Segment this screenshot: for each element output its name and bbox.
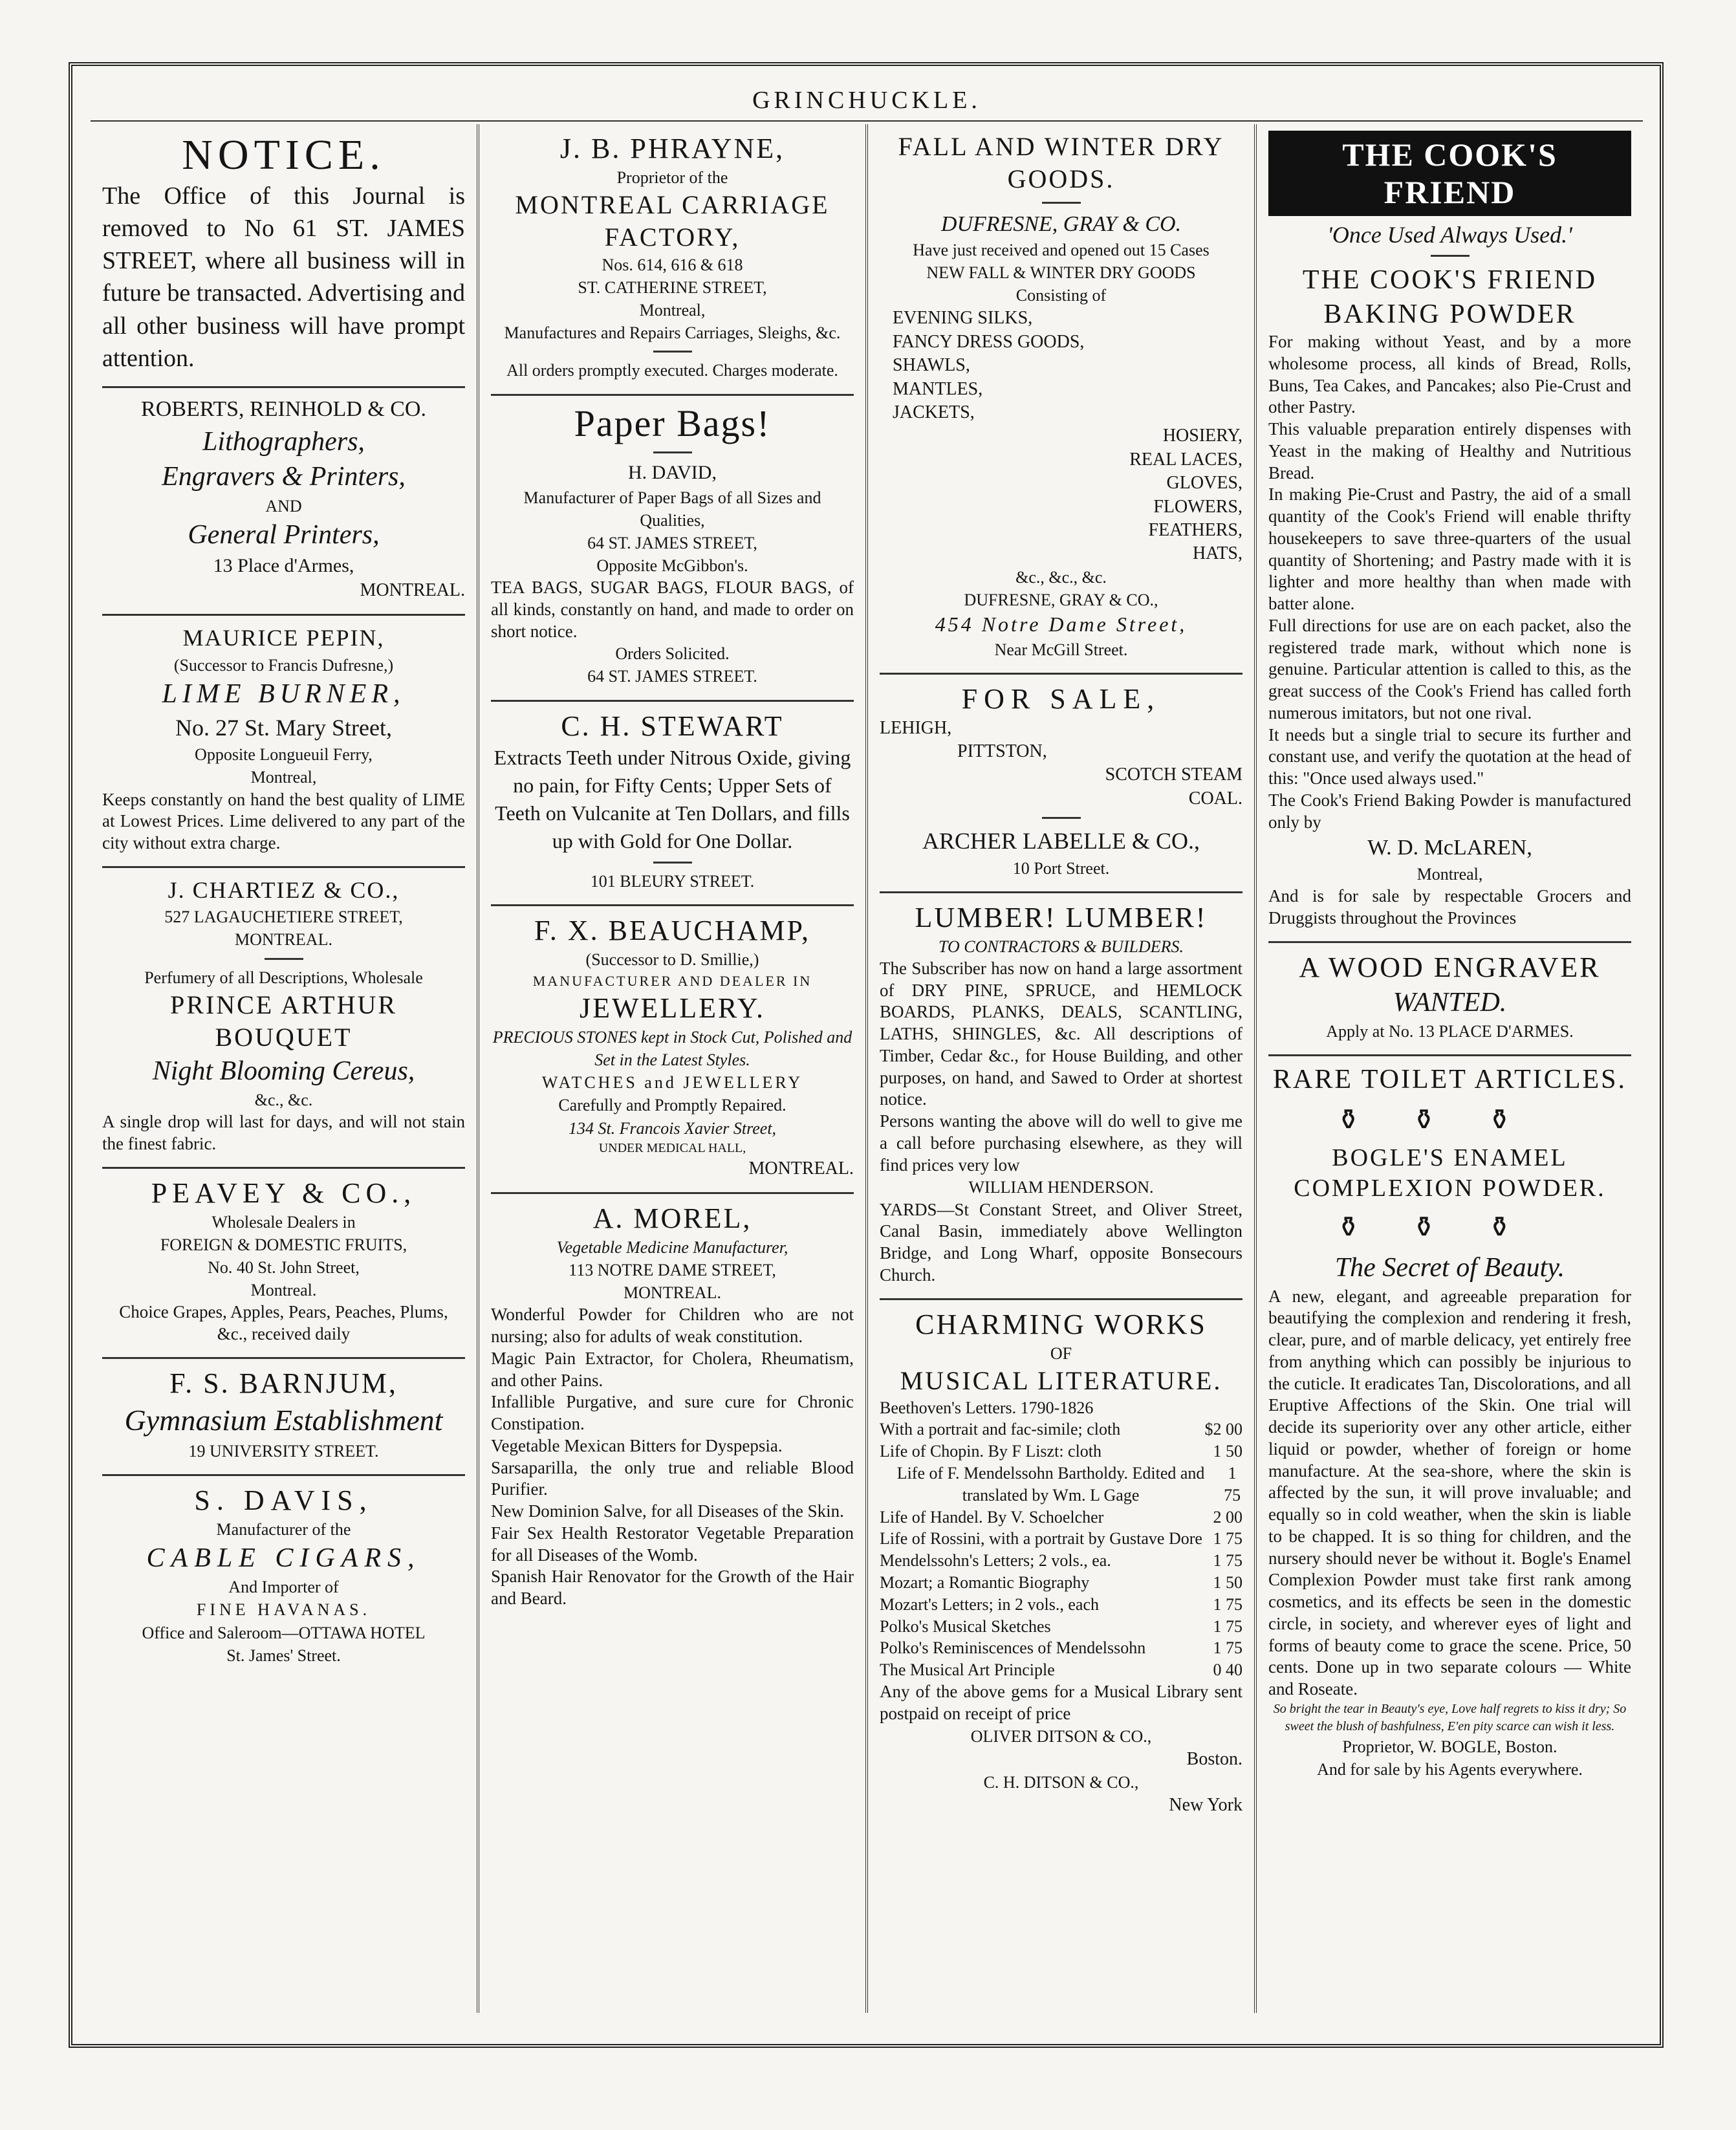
barnjum-name: F. S. BARNJUM, (169, 1367, 398, 1399)
dufresne-line1: Have just received and opened out 15 Cases (913, 241, 1210, 260)
peavey-ad (102, 1169, 465, 1359)
beauchamp-line3: PRECIOUS STONES kept in Stock Cut, Polished and Set in the Latest Styles. (492, 1028, 852, 1070)
column-1 (91, 124, 479, 2013)
phrayne-line1: Proprietor of the (616, 168, 728, 187)
music-name: OLIVER DITSON & CO., (970, 1726, 1152, 1746)
list-item-price: 1 75 (1213, 1551, 1242, 1570)
cooks-brand-logo: THE COOK'S FRIEND (1268, 131, 1631, 216)
phrayne-name: J. B. PHRAYNE, (559, 133, 785, 164)
chartiez-name: J. CHARTIEZ & CO., (168, 876, 400, 903)
bogle-prop: Proprietor, W. BOGLE, Boston. (1342, 1737, 1557, 1756)
morel-city: MONTREAL. (624, 1283, 721, 1303)
music-city: Boston. (1186, 1748, 1242, 1769)
list-item-price: 1 75 (1224, 1464, 1241, 1505)
chartiez-product2: Night Blooming Cereus, (152, 1056, 415, 1086)
roberts-city: MONTREAL. (360, 580, 465, 601)
perfume-bottle-icon: ⚱⚱⚱ (1336, 1103, 1563, 1136)
list-item (880, 1550, 1242, 1572)
list-item: JACKETS, (893, 402, 975, 423)
stewart-body: Extracts Teeth under Nitrous Oxide, giving no pain, for Fifty Cents; Upper Sets of Teeth on Vulcanite at Ten Dollars, and fills up with Gold for One Dollar. (494, 745, 851, 853)
list-item (880, 1616, 1242, 1638)
divider (1042, 817, 1081, 819)
engraver-title2: WANTED. (1393, 987, 1507, 1017)
davis-line3: And Importer of (228, 1578, 339, 1597)
list-item-price: 1 75 (1213, 1616, 1242, 1636)
list-item (880, 1462, 1242, 1506)
stewart-ad (491, 702, 854, 907)
morel-item: Wonderful Powder for Children who are not nursing; also for adults of weak constitution. (491, 1305, 854, 1347)
cooks-city: Montreal, (1416, 865, 1483, 884)
music-body: Any of the above gems for a Musical Library sent postpaid on receipt of price (880, 1682, 1242, 1723)
list-item-title: Polko's Reminiscences of Mendelssohn (880, 1638, 1146, 1658)
bogle-ad (1268, 1056, 1631, 1792)
morel-item: Sarsaparilla, the only true and reliable Blood Purifier. (491, 1457, 854, 1499)
stewart-street: 101 BLEURY STREET. (590, 872, 755, 891)
ad-columns (91, 124, 1643, 2013)
list-item-title: Life of F. Mendelssohn Bartholdy. Edited and translated by Wm. L Gage (896, 1464, 1205, 1505)
bogle-verse: So bright the tear in Beauty's eye, Love half regrets to kiss it dry; So sweet the blush of bashfulness, E'en pity scarce can wish it less. (1273, 1701, 1627, 1733)
divider (653, 451, 692, 453)
morel-ad (491, 1194, 854, 1622)
pepin-trade: LIME BURNER, (162, 679, 406, 710)
cooks-p5: It needs but a single trial to secure its further and constant use, and verify the quotation at the head of this: "Once used always used." (1268, 724, 1631, 788)
stewart-name: C. H. STEWART (561, 710, 784, 742)
list-item-price: 0 40 (1213, 1660, 1242, 1680)
cooks-p3: In making Pie-Crust and Pastry, the aid of a small quantity of the Cook's Friend will enable thrifty housekeepers to save three-quarters of the usual quantity of Shortening; and Pastry made with it is lighter and more healthy than when made with batter alone. (1268, 484, 1631, 613)
list-item-price: $2 00 (1204, 1420, 1242, 1439)
list-item (880, 1594, 1242, 1616)
list-item: FANCY DRESS GOODS, (893, 331, 1085, 352)
davis-name: S. DAVIS, (194, 1484, 373, 1516)
music-city2: New York (1169, 1795, 1242, 1816)
forsale-ad (880, 675, 1242, 893)
music-list (880, 1397, 1242, 1681)
forsale-l4: COAL. (1188, 788, 1242, 809)
list-item-price: 2 00 (1213, 1507, 1242, 1527)
pepin-body: Keeps constantly on hand the best quality of LIME at Lowest Prices. Lime delivered to any part of the city without extra charge. (102, 789, 465, 853)
davis-line6: St. James' Street. (226, 1646, 341, 1665)
chartiez-product: PRINCE ARTHUR BOUQUET (169, 990, 398, 1052)
lumber-yards: YARDS—St Constant Street, and Oliver Street, Canal Basin, immediately above Wellington Bridge, and Long Wharf, opposite Bonsecours Church. (880, 1199, 1242, 1285)
barnjum-ad (102, 1359, 465, 1476)
cooks-motto: 'Once Used Always Used.' (1327, 222, 1572, 248)
forsale-title: FOR SALE, (961, 682, 1161, 715)
list-item (880, 1418, 1242, 1440)
divider (1431, 255, 1470, 257)
column-2 (479, 124, 868, 2013)
david-orders: Orders Solicited. (615, 644, 730, 664)
dufresne-name2: DUFRESNE, GRAY & CO., (964, 590, 1158, 609)
chartiez-street: 527 LAGAUCHETIERE STREET, (164, 907, 403, 927)
roberts-ad (102, 388, 465, 616)
david-title: Paper Bags! (574, 402, 771, 444)
list-item (880, 1528, 1242, 1550)
beauchamp-line5: Carefully and Promptly Repaired. (558, 1096, 787, 1115)
list-item (880, 1572, 1242, 1594)
dufresne-street: 454 Notre Dame Street, (935, 612, 1188, 636)
forsale-l1: LEHIGH, (880, 717, 952, 738)
david-body: Manufacturer of Paper Bags of all Sizes and Qualities, (523, 488, 821, 530)
list-item-price: 1 75 (1213, 1638, 1242, 1658)
forsale-name: ARCHER LABELLE & CO., (922, 828, 1200, 854)
pepin-ad (102, 616, 465, 867)
peavey-city: Montreal. (250, 1281, 317, 1300)
davis-line4: FINE HAVANAS. (196, 1600, 371, 1620)
phrayne-ad (491, 124, 854, 396)
roberts-line3: General Printers, (188, 520, 380, 550)
david-ad (491, 396, 854, 702)
david-street2: 64 ST. JAMES STREET. (587, 667, 757, 686)
morel-line1: Vegetable Medicine Manufacturer, (556, 1238, 788, 1257)
list-item (880, 1397, 1242, 1419)
dufresne-ad (880, 124, 1242, 675)
list-item-title: Life of Rossini, with a portrait by Gustave Dore (880, 1529, 1202, 1549)
list-item-title: Beethoven's Letters. 1790-1826 (880, 1398, 1094, 1417)
cooks-ad (1268, 124, 1631, 943)
list-item (880, 1637, 1242, 1659)
engraver-title: A WOOD ENGRAVER (1299, 951, 1601, 983)
bogle-body: A new, elegant, and agreeable preparation for beautifying the complexion and rendering it fresh, clear, pure, and of marble delicacy, yet entirely free from anything which can possibly be injurious to the cuticle. It eradicates Tan, Discolorations, and all Eruptive Affections of the Skin. One trial will decide its superiority over any other article, either liquid or powder, whether of foreign or home manufacture. At the sea-shore, where the skin is affected by the sun, it will prove invaluable; and equally so in cold weather, when the skin is liable to be chapped. It is so thing for children, and the nursery should never be without it. Bogle's Enamel Complexion Powder must take first rank among cosmetics, and its effects be seen in the domestic circle, in society, and wherever eyes of light and forms of beauty come to grace the scene. Price, 50 cents. Done up in two separate colours — White and Roseate. (1268, 1286, 1631, 1699)
cooks-p6: The Cook's Friend Baking Powder is manufactured only by (1268, 790, 1631, 832)
notice-ad (102, 124, 465, 388)
notice-body: The Office of this Journal is removed to No 61 ST. JAMES STREET, where all business will in future be transacted. Advertising and all other business will have prompt attention. (102, 182, 465, 372)
divider (265, 958, 303, 960)
peavey-street: No. 40 St. John Street, (208, 1258, 360, 1277)
beauchamp-city: MONTREAL. (748, 1158, 854, 1179)
dufresne-etc: &c., &c., &c. (1015, 567, 1107, 587)
music-name2: C. H. DITSON & CO., (983, 1773, 1139, 1792)
beauchamp-ad (491, 906, 854, 1194)
phrayne-line2: MONTREAL CARRIAGE FACTORY, (515, 190, 830, 252)
engraver-ad (1268, 943, 1631, 1057)
list-item-title: The Musical Art Principle (880, 1660, 1055, 1680)
list-item-title: Polko's Musical Sketches (880, 1616, 1051, 1636)
pepin-successor: (Successor to Francis Dufresne,) (173, 656, 394, 675)
list-item (880, 1440, 1242, 1462)
bogle-name: BOGLE'S ENAMEL COMPLEXION POWDER. (1294, 1144, 1606, 1202)
list-item (880, 1506, 1242, 1528)
cooks-p4: Full directions for use are on each packet, also the registered trade mark, without which none is genuine. Particular attention is called to this, as the great success of the Cook's Friend has called forth numerous imitators, but not one rival. (1268, 615, 1631, 723)
dufresne-name: DUFRESNE, GRAY & CO. (940, 212, 1182, 236)
bogle-title: RARE TOILET ARTICLES. (1272, 1065, 1627, 1095)
peavey-line1: Wholesale Dealers in (212, 1212, 356, 1232)
music-of: OF (1050, 1343, 1072, 1363)
phrayne-note: All orders promptly executed. Charges moderate. (506, 361, 838, 380)
column-4 (1257, 124, 1643, 2013)
peavey-body: Choice Grapes, Apples, Pears, Peaches, Plums, &c., received daily (119, 1302, 448, 1343)
chartiez-city: MONTREAL. (235, 930, 332, 950)
cooks-name: W. D. McLAREN, (1367, 836, 1532, 860)
cooks-p1: For making without Yeast, and by a more wholesome process, all kinds of Bread, Rolls, Buns, Tea Cakes, and Pancakes; also Pie-Crust and other Pastry. (1268, 332, 1631, 417)
lumber-title: LUMBER! LUMBER! (915, 901, 1208, 933)
morel-item: Infallible Purgative, and sure cure for Chronic Constipation. (491, 1392, 854, 1434)
list-item: HATS, (1192, 543, 1242, 564)
notice-title: NOTICE. (182, 131, 385, 179)
list-item: MANTLES, (893, 378, 983, 399)
peavey-line2: FOREIGN & DOMESTIC FRUITS, (160, 1235, 407, 1254)
dufresne-list1 (880, 307, 1242, 424)
beauchamp-line1: MANUFACTURER AND DEALER IN (532, 972, 812, 989)
list-item-price: 1 75 (1213, 1594, 1242, 1614)
beauchamp-line6: 134 St. Francois Xavier Street, (568, 1118, 777, 1138)
davis-line5: Office and Saleroom—OTTAWA HOTEL (142, 1623, 426, 1642)
forsale-l3: SCOTCH STEAM (1105, 765, 1242, 785)
morel-item: Magic Pain Extractor, for Cholera, Rheumatism, and other Pains. (491, 1348, 854, 1390)
davis-line2: CABLE CIGARS, (146, 1543, 421, 1573)
david-name: H. DAVID, (628, 462, 717, 484)
bogle-motto: The Secret of Beauty. (1334, 1252, 1565, 1283)
list-item: GLOVES, (1166, 473, 1242, 494)
beauchamp-name: F. X. BEAUCHAMP, (534, 915, 811, 947)
column-3 (868, 124, 1257, 2013)
bogle-agents: And for sale by his Agents everywhere. (1317, 1759, 1583, 1779)
divider (653, 351, 692, 353)
davis-ad (102, 1476, 465, 1679)
morel-street: 113 NOTRE DAME STREET, (569, 1261, 776, 1280)
cooks-p7: And is for sale by respectable Grocers and Druggists throughout the Provinces (1268, 886, 1631, 928)
roberts-name: ROBERTS, REINHOLD & CO. (141, 397, 426, 421)
morel-name: A. MOREL, (592, 1202, 752, 1235)
chartiez-etc: &c., &c. (254, 1091, 313, 1110)
list-item: FLOWERS, (1153, 496, 1242, 517)
forsale-street: 10 Port Street. (1012, 858, 1110, 878)
beauchamp-successor: (Successor to D. Smillie,) (585, 950, 759, 970)
list-item-price: 1 50 (1213, 1442, 1242, 1461)
morel-item: Vegetable Mexican Bitters for Dyspepsia. (491, 1435, 783, 1455)
morel-item: New Dominion Salve, for all Diseases of the Skin. (491, 1501, 844, 1521)
lumber-name: WILLIAM HENDERSON. (968, 1178, 1154, 1197)
beauchamp-line4: WATCHES and JEWELLERY (541, 1073, 803, 1092)
list-item (880, 1659, 1242, 1681)
dufresne-near: Near McGill Street. (994, 640, 1128, 659)
page-header: GRINCHUCKLE. (91, 80, 1643, 122)
chartiez-ad (102, 868, 465, 1169)
pepin-street: No. 27 St. Mary Street, (175, 714, 392, 741)
dufresne-title: FALL AND WINTER DRY GOODS. (898, 132, 1224, 193)
roberts-address: 13 Place d'Armes, (213, 554, 354, 576)
david-street: 64 ST. JAMES STREET, (587, 533, 757, 552)
phrayne-nos: Nos. 614, 616 & 618 (602, 255, 743, 275)
david-opp: Opposite McGibbon's. (596, 556, 748, 576)
dufresne-line2: NEW FALL & WINTER DRY GOODS (926, 263, 1196, 283)
engraver-body: Apply at No. 13 PLACE D'ARMES. (1326, 1022, 1574, 1041)
beauchamp-line7: UNDER MEDICAL HALL, (598, 1140, 746, 1155)
forsale-l2: PITTSTON, (957, 741, 1047, 762)
chartiez-desc: Perfumery of all Descriptions, Wholesale (144, 968, 423, 987)
list-item-title: With a portrait and fac-simile; cloth (880, 1420, 1121, 1439)
list-item-title: Mendelssohn's Letters; 2 vols., ea. (880, 1551, 1111, 1570)
peavey-name: PEAVEY & CO., (151, 1177, 417, 1209)
list-item: REAL LACES, (1129, 449, 1242, 470)
barnjum-street: 19 UNIVERSITY STREET. (188, 1441, 379, 1461)
music-title: CHARMING WORKS (915, 1308, 1207, 1340)
list-item-price: 1 75 (1213, 1529, 1242, 1549)
list-item-title: Mozart; a Romantic Biography (880, 1573, 1090, 1592)
list-item: HOSIERY, (1162, 426, 1242, 446)
davis-line1: Manufacturer of the (216, 1519, 351, 1539)
list-item-title: Life of Chopin. By F Liszt: cloth (880, 1442, 1102, 1461)
phrayne-body: Manufactures and Repairs Carriages, Sleighs, &c. (504, 323, 841, 343)
beauchamp-line2: JEWELLERY. (579, 992, 766, 1025)
phrayne-street: ST. CATHERINE STREET, (578, 278, 767, 298)
barnjum-line1: Gymnasium Establishment (124, 1403, 443, 1437)
roberts-and: AND (265, 496, 302, 516)
pepin-city: Montreal, (250, 768, 317, 787)
list-item: FEATHERS, (1148, 519, 1242, 540)
list-item-price: 1 50 (1213, 1573, 1242, 1592)
music-ad (880, 1300, 1242, 1829)
cooks-title: THE COOK'S FRIEND BAKING POWDER (1302, 265, 1598, 329)
phrayne-city: Montreal, (639, 301, 706, 320)
morel-item: Spanish Hair Renovator for the Growth of the Hair and Beard. (491, 1567, 854, 1609)
lumber-sub: TO CONTRACTORS & BUILDERS. (939, 937, 1184, 956)
divider (653, 862, 692, 864)
list-item-title: Mozart's Letters; in 2 vols., each (880, 1594, 1099, 1614)
pepin-name: MAURICE PEPIN, (182, 625, 385, 651)
chartiez-body: A single drop will last for days, and will not stain the finest fabric. (102, 1112, 465, 1154)
list-item: EVENING SILKS, (893, 308, 1033, 329)
perfume-bottle-icon: ⚱⚱⚱ (1336, 1211, 1563, 1243)
lumber-ad (880, 893, 1242, 1300)
dufresne-list2 (880, 424, 1242, 565)
dufresne-line3: Consisting of (1015, 286, 1107, 305)
pepin-opp: Opposite Longueuil Ferry, (195, 745, 373, 765)
lumber-body: The Subscriber has now on hand a large assortment of DRY PINE, SPRUCE, and HEMLOCK BOARDS, PLANKS, DEALS, SCANTLING, LATHS, SHINGLES, &c. All descriptions of Timber, Cedar &c., for House Building, and other purposes, on hand, and Sawed to Order at shortest notice. (880, 958, 1242, 1109)
david-body2: TEA BAGS, SUGAR BAGS, FLOUR BAGS, of all kinds, constantly on hand, and made to order on short notice. (491, 578, 854, 641)
morel-item: Fair Sex Health Restorator Vegetable Preparation for all Diseases of the Womb. (491, 1523, 854, 1565)
roberts-line2: Engravers & Printers, (162, 462, 406, 492)
divider (1042, 202, 1081, 204)
roberts-line1: Lithographers, (202, 426, 365, 457)
list-item-title: Life of Handel. By V. Schoelcher (880, 1507, 1104, 1527)
lumber-body2: Persons wanting the above will do well to give me a call before purchasing elsewhere, as they will find prices very low (880, 1111, 1242, 1175)
cooks-p2: This valuable preparation entirely dispenses with Yeast in the making of Healthy and Nutritious Bread. (1268, 419, 1631, 483)
music-title2: MUSICAL LITERATURE. (900, 1365, 1222, 1395)
list-item: SHAWLS, (893, 355, 970, 376)
